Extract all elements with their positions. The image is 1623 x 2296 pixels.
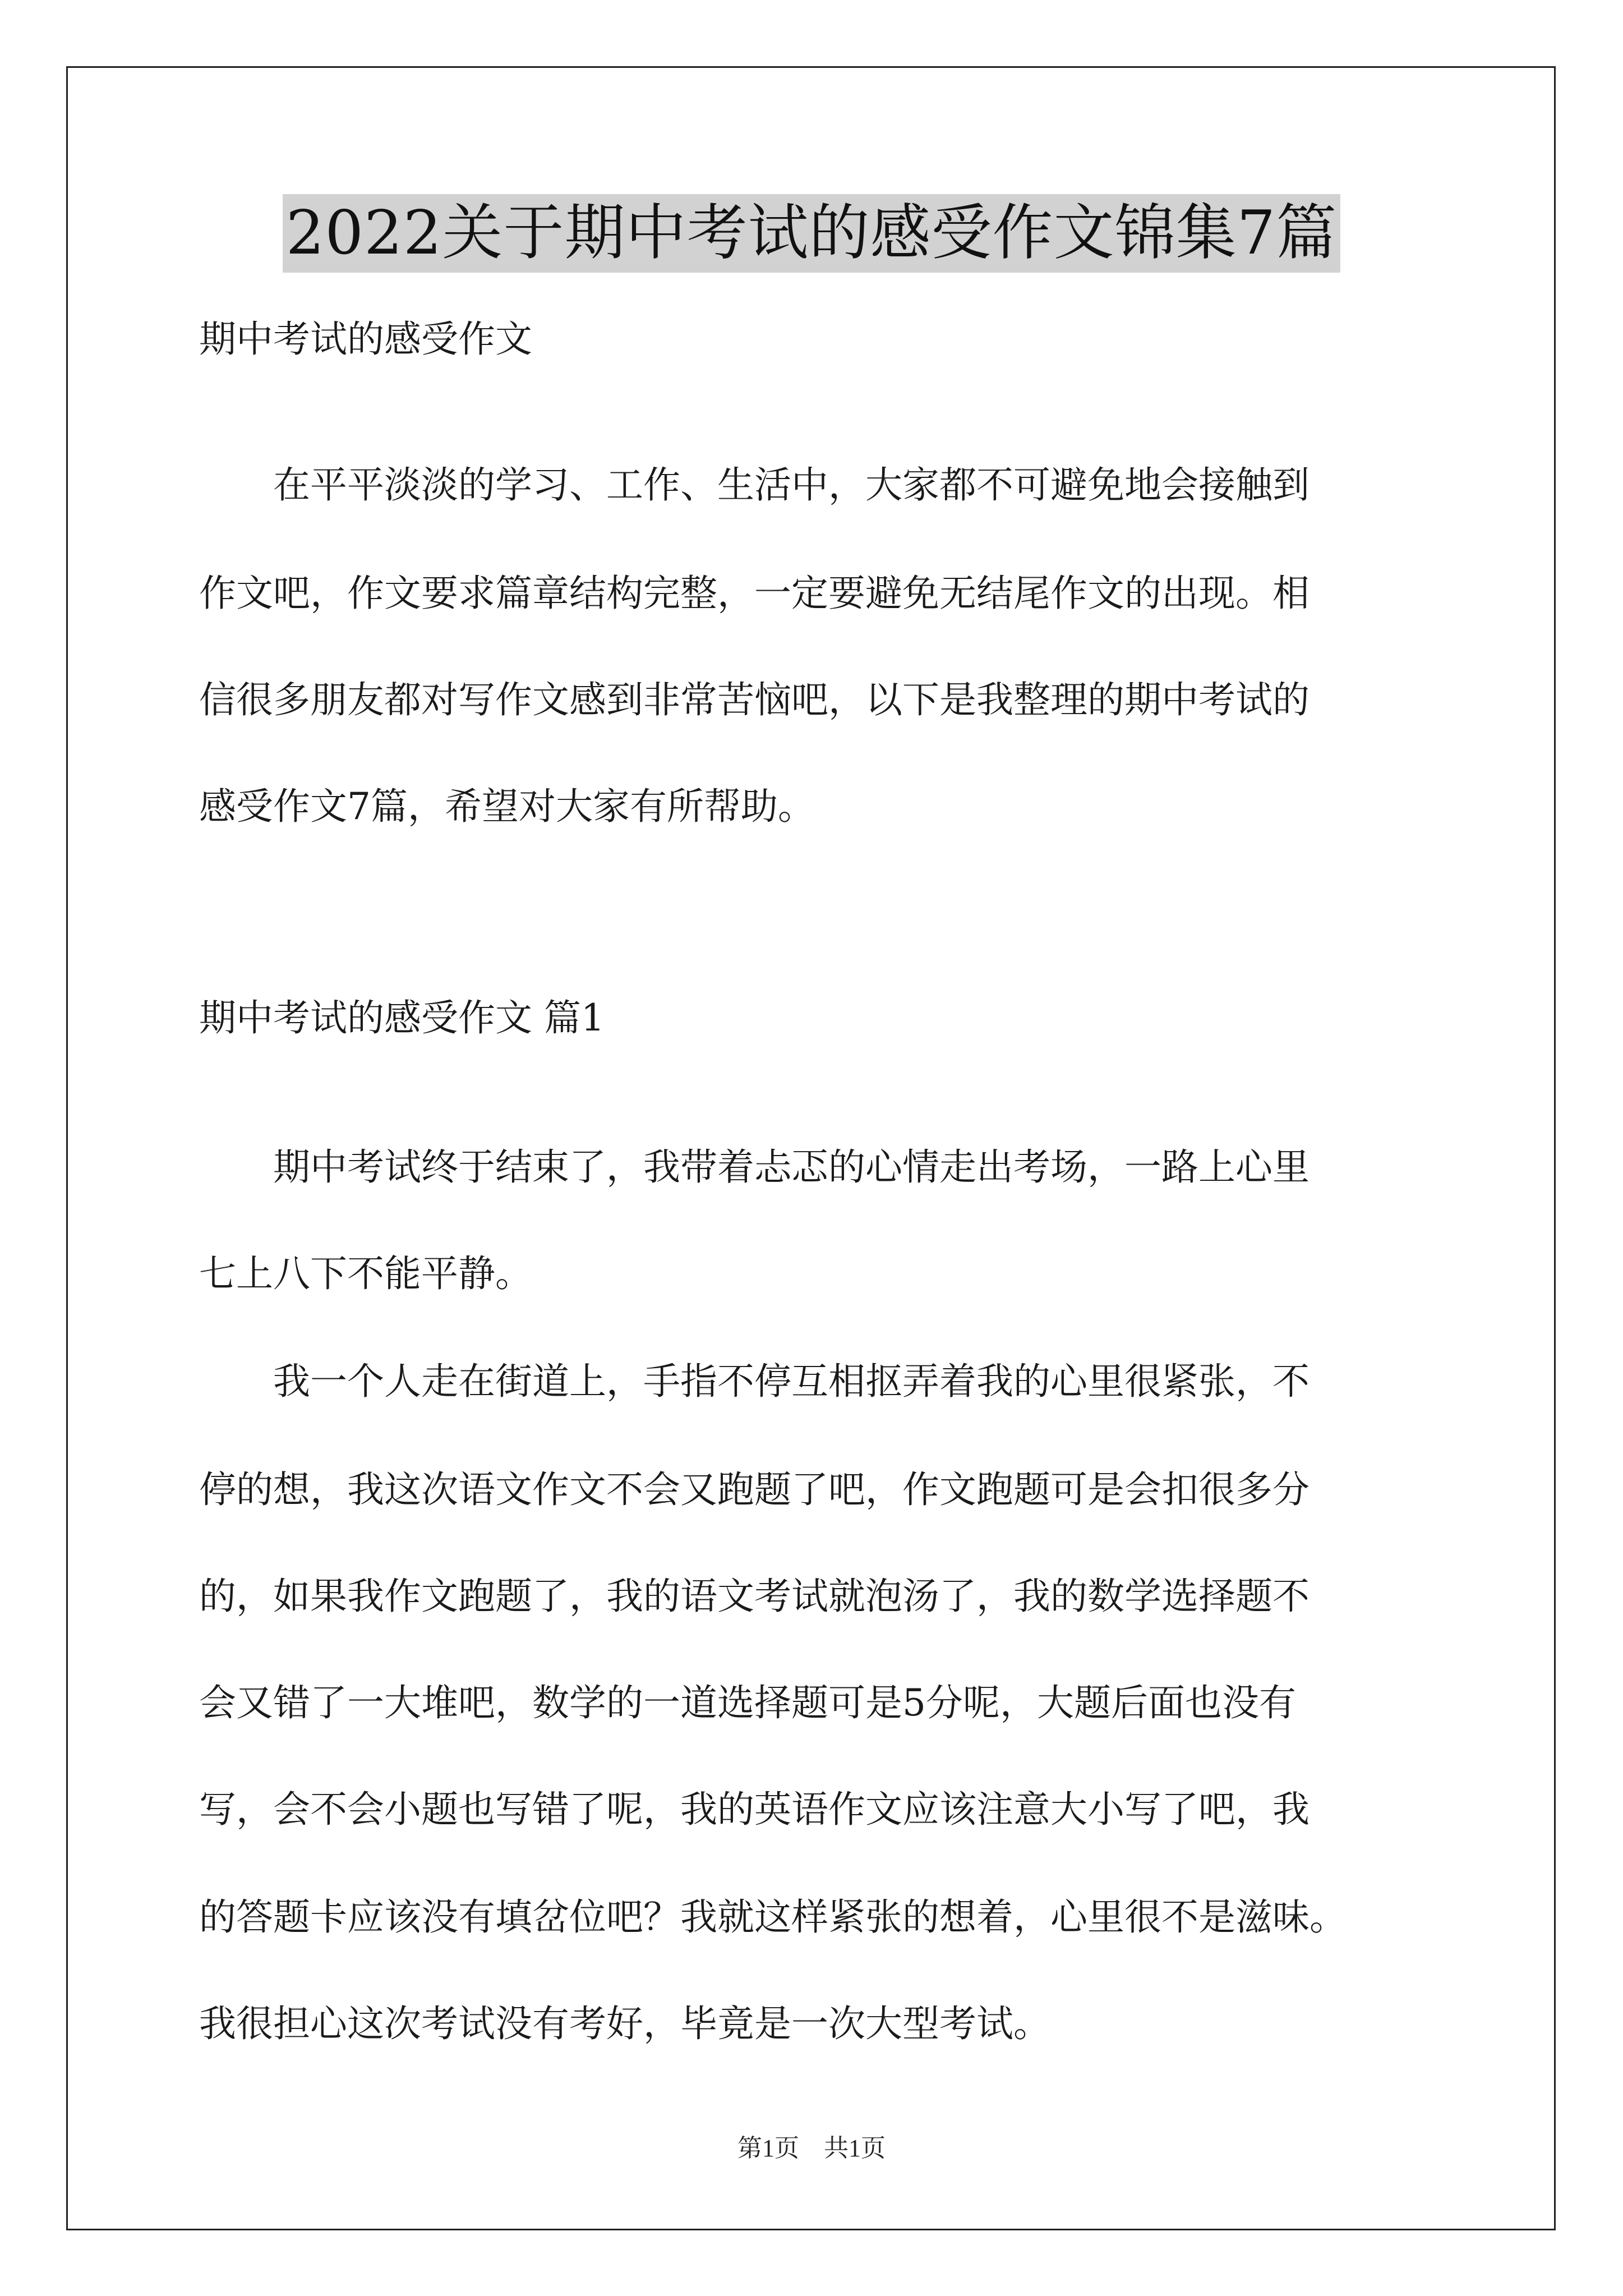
para2-line: 我很担心这次考试没有考好，毕竟是一次大型考试。 [199,2002,1050,2045]
para2-line: 停的想，我这次语文作文不会又跑题了吧，作文跑题可是会扣很多分 [199,1468,1310,1511]
para2-line: 的答题卡应该没有填岔位吧？我就这样紧张的想着，心里很不是滋味。 [199,1895,1347,1939]
intro-line: 感受作文7篇，希望对大家有所帮助。 [199,785,815,828]
document-title: 2022关于期中考试的感受作文锦集7篇 [283,194,1341,273]
para2-line: 的，如果我作文跑题了，我的语文考试就泡汤了，我的数学选择题不 [199,1575,1310,1618]
title-container [0,194,1623,273]
para2-line: 写，会不会小题也写错了呢，我的英语作文应该注意大小写了吧，我 [199,1788,1310,1831]
para2-line: 会又错了一大堆吧，数学的一道选择题可是5分呢，大题后面也没有 [199,1681,1296,1724]
intro-line: 作文吧，作文要求篇章结构完整，一定要避免无结尾作文的出现。相 [199,572,1310,615]
intro-line: 在平平淡淡的学习、工作、生活中，大家都不可避免地会接触到 [199,463,1310,507]
para2-line: 我一个人走在街道上，手指不停互相抠弄着我的心里很紧张，不 [199,1360,1310,1403]
para1-line: 七上八下不能平静。 [199,1252,532,1295]
intro-line: 信很多朋友都对写作文感到非常苦恼吧，以下是我整理的期中考试的 [199,678,1310,721]
section-heading: 期中考试的感受作文 篇1 [199,996,605,1039]
para1-line: 期中考试终于结束了，我带着忐忑的心情走出考场，一路上心里 [199,1145,1310,1189]
intro-heading: 期中考试的感受作文 [199,318,532,361]
page-number-footer: 第1页 共1页 [737,2134,886,2162]
